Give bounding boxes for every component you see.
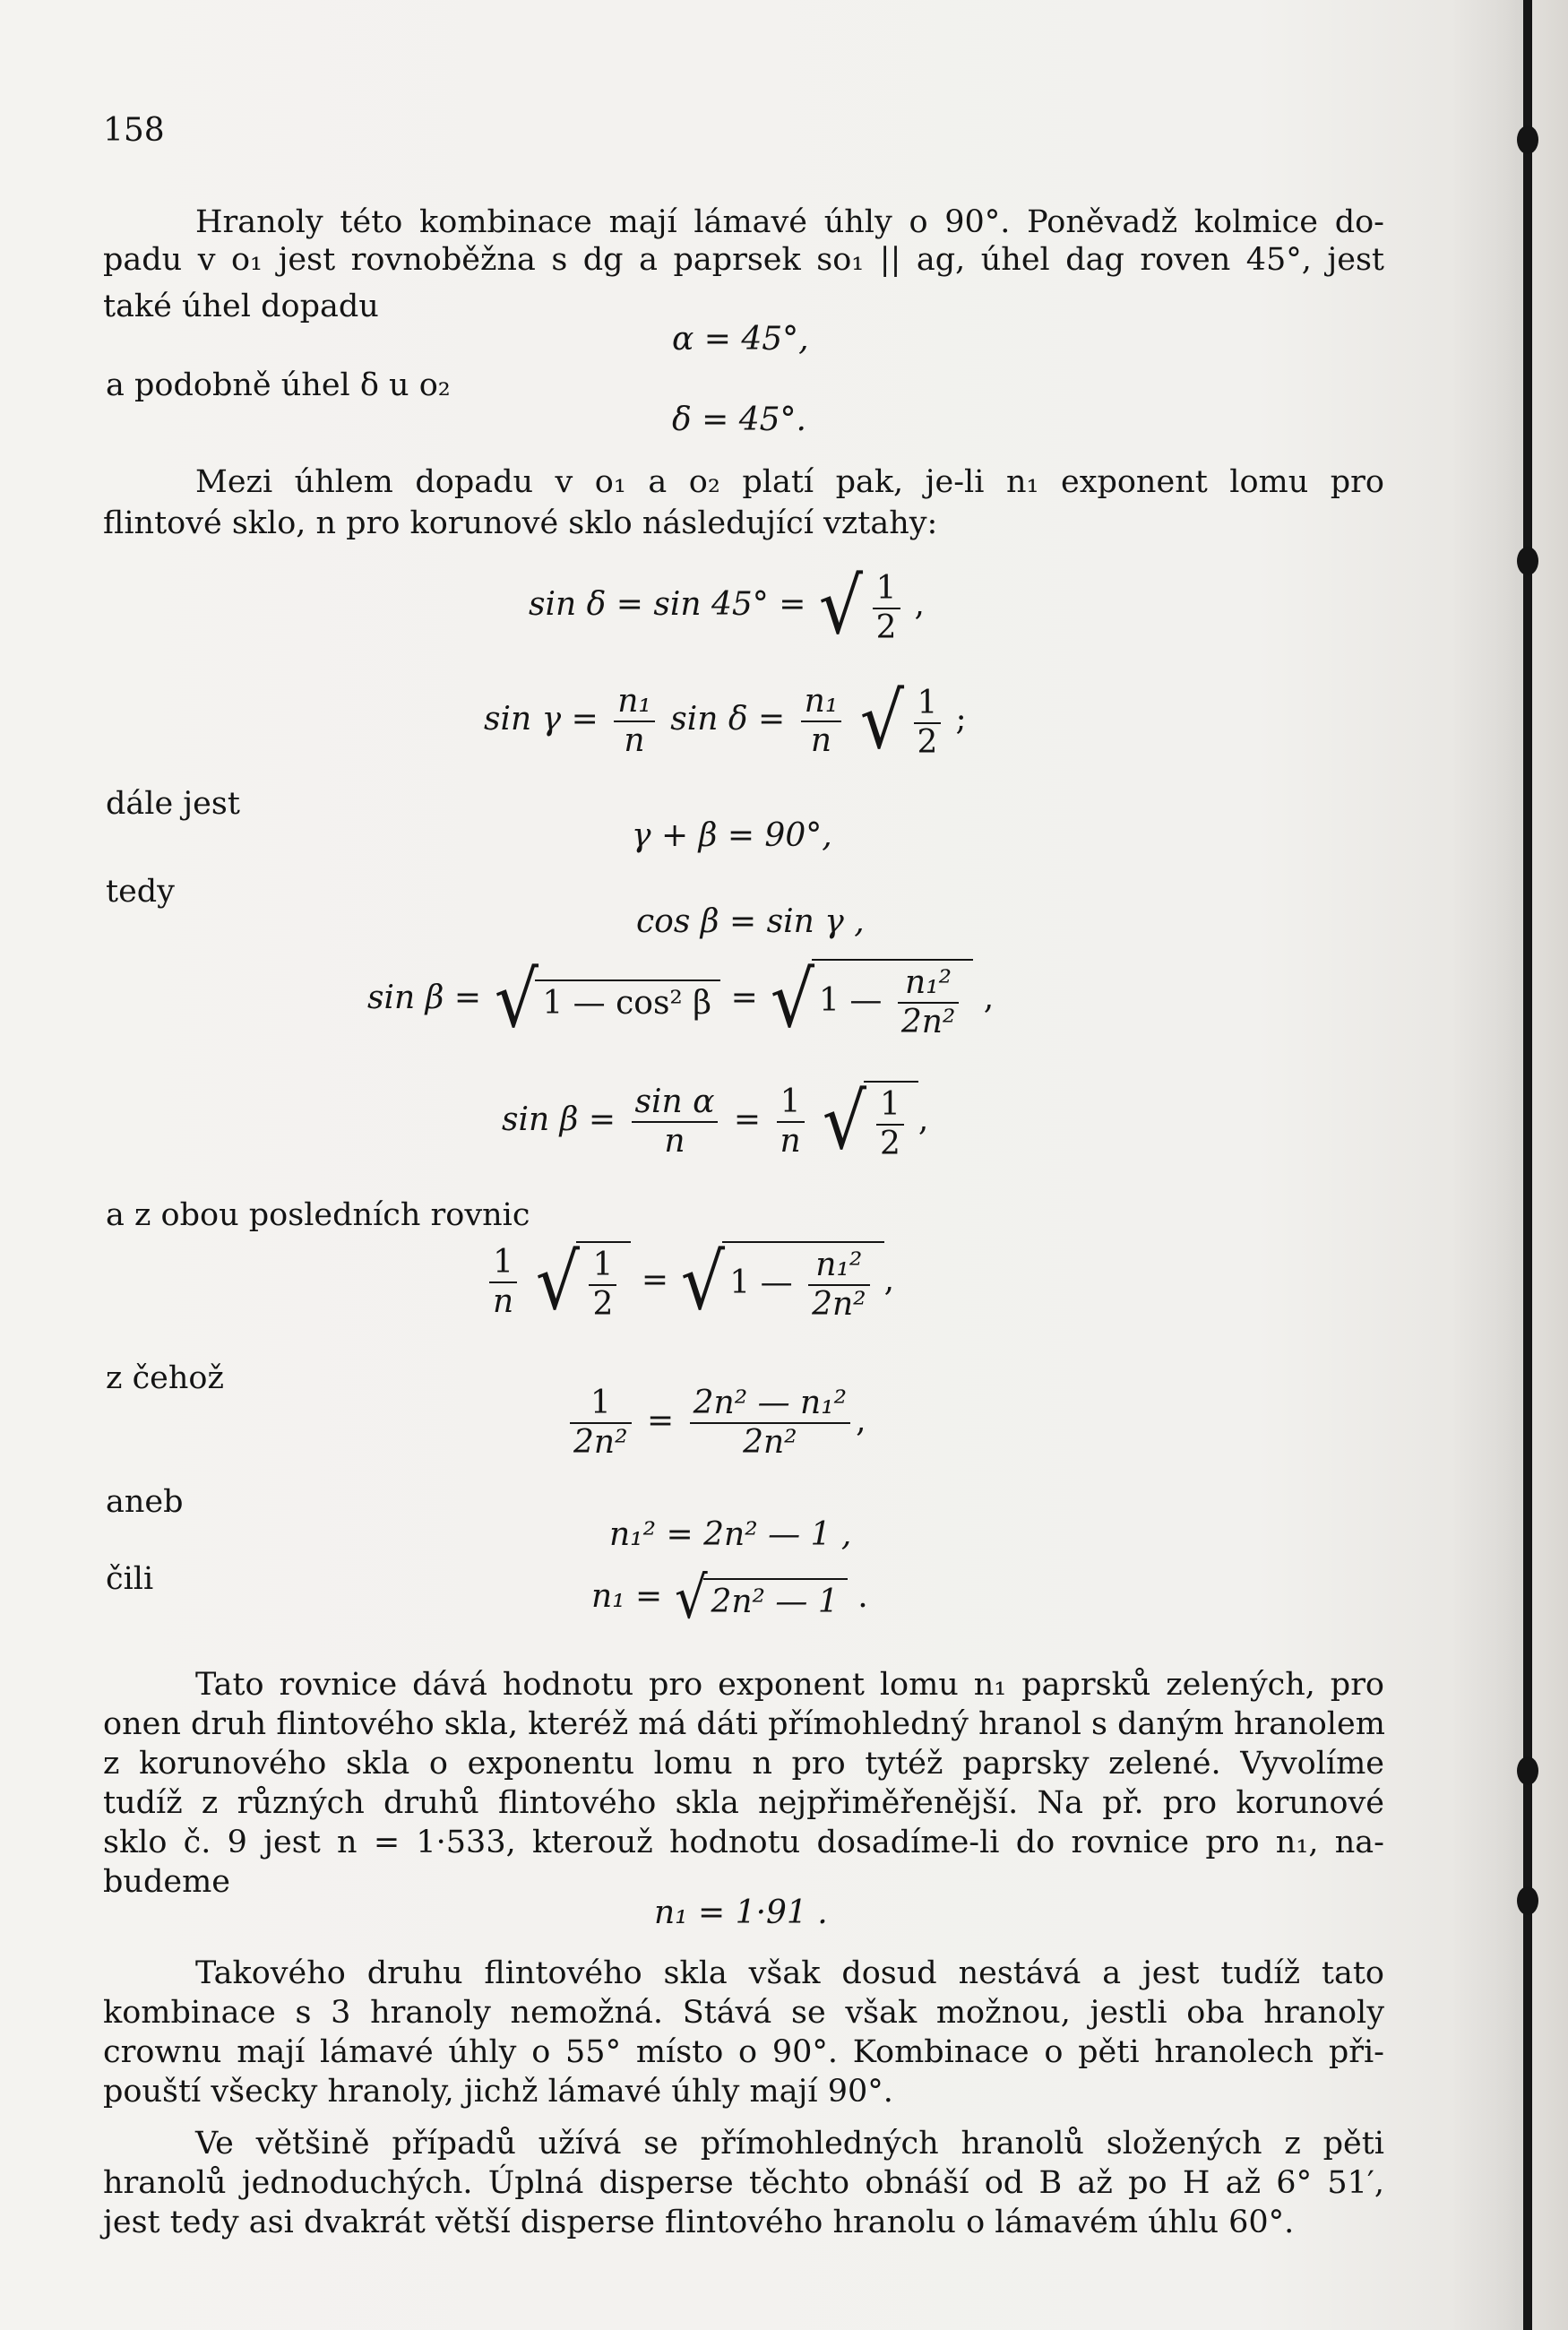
text-line: Takového druhu flintového skla však dosud nestává a jest tudíž tato: [195, 1955, 1384, 1991]
radical: √ 2n² — 1: [673, 1570, 848, 1627]
label-z-obou: a z obou posledních rovnic: [106, 1197, 530, 1233]
text-line: flintové sklo, n pro korunové sklo následující vztahy:: [103, 505, 938, 541]
label-z-cehoz: z čehož: [106, 1360, 224, 1396]
page-number: 158: [103, 112, 165, 149]
text-line: kombinace s 3 hranoly nemožná. Stává se však možnou, jestli oba hranoly: [103, 1995, 1384, 2031]
text-line: budeme: [103, 1864, 230, 1900]
radical: √ 1 — cos² β: [492, 962, 721, 1039]
gutter-shadow: [1452, 0, 1523, 2330]
book-page: 158 Hranoly této kombinace mají lámavé úhly o 90°. Poněvadž kolmice do- padu v o₁ jest rovnoběžna s dg a paprsek so₁ || ag, úhel dag roven 45°, jest také úhel dopadu α = 45°, a podobně úhel δ u o₂ δ = 45°. Mezi úhlem dopadu v o₁ a o₂ platí pak, je-li n₁ exponent lomu pro flintové sklo, n pro korunové sklo následující vztahy: sin δ = sin 45° = √ $\frac{1}{2}$ , sin γ = $\frac{\text{n₁}}{n}$ sin δ = $\frac{\text{n₁}}{n}$ √ $\frac{1}{2}$ ; dále jest γ + β = 90°, tedy cos β = sin γ , sin β = √ 1 — cos² β = √ 1 — $\frac{\text{n₁²}}{\text{2n²}}$ , sin β = $\frac{\text{sin α}}{n}$ = $\frac{1}{n}$ √ $\frac{1}{2}$ , a z obou posledních rovnic $\frac{1}{n}$ √ $\frac{1}{2}$ = √ 1 — $\frac{\text{n₁²}}{\text{2n²}}$ , z čehož $\frac{1}{\text{2n²}}$ = $\frac{\text{2n² — n₁²}}{\text{2n²}}$ , aneb n₁² = 2n² — 1 , čili n₁ = √ 2n² — 1 . Tato rovnice dává hodnotu pro exponent lomu n₁ paprsků zelených, pro onen druh flintového skla, kteréž má dáti přímohledný hranol s daným hranolem z korunového skla o exponentu lomu n pro tytéž paprsky zelené. Vyvolíme tudíž z různých druhů flintového skla nejpřiměřenější. Na př. pro korunové sklo č. 9 jest n = 1·533, kterouž hodnotu dosadíme-li do rovnice pro n₁, na- budeme n₁ = 1·91 . Takového druhu flintového skla však dosud nestává a jest tudíž tato kombinace s 3 hranoly nemožná. Stává se však možnou, jestli oba hranoly crownu mají lámavé úhly o 55° místo o 90°. Kombinace o pěti hranolech při- pouští všecky hranoly, jichž lámavé úhly mají 90°. Ve většině případů užívá se přímohledných hranolů složených z pěti hranolů jednoduchých. Úplná disperse těchto obnáší od B až po H až 6° 51′, jest tedy asi dvakrát větší disperse flintového hranolu o lámavém úhlu 60°.: [0, 0, 1568, 2330]
radical: √ $\frac{1}{2}$: [857, 681, 956, 762]
text-line: Hranoly této kombinace mají lámavé úhly o 90°. Poněvadž kolmice do-: [195, 204, 1384, 240]
label-aneb: aneb: [106, 1484, 184, 1520]
label-tedy: tedy: [106, 874, 175, 910]
radical: √ $\frac{1}{2}$: [533, 1241, 632, 1324]
label-podobne: a podobně úhel δ u o₂: [106, 367, 451, 403]
text-line: hranolů jednoduchých. Úplná disperse těchto obnáší od B až po H až 6° 51′,: [103, 2165, 1384, 2201]
binding-notch: [1517, 547, 1538, 575]
text-line: crownu mají lámavé úhly o 55° místo o 90°. Kombinace o pěti hranolech při-: [103, 2034, 1384, 2070]
label-dale-jest: dále jest: [106, 786, 240, 822]
radical: √ $\frac{1}{2}$: [820, 1081, 918, 1163]
radical: √ $\frac{1}{2}$: [816, 566, 915, 647]
binding-notch: [1517, 1756, 1538, 1785]
text-line: onen druh flintového skla, kteréž má dáti přímohledný hranol s daným hranolem: [103, 1706, 1385, 1742]
text-line: sklo č. 9 jest n = 1·533, kterouž hodnotu dosadíme-li do rovnice pro n₁, na-: [103, 1825, 1384, 1860]
text-line: pouští všecky hranoly, jichž lámavé úhly mají 90°.: [103, 2074, 893, 2110]
text-line: Tato rovnice dává hodnotu pro exponent lomu n₁ paprsků zelených, pro: [195, 1667, 1384, 1703]
radical: √ 1 — $\frac{\text{n₁²}}{\text{2n²}}$: [768, 959, 973, 1041]
text-line: také úhel dopadu: [103, 289, 379, 324]
binding-notch: [1517, 125, 1538, 154]
binding-edge: [1523, 0, 1532, 2330]
binding-notch: [1517, 1886, 1538, 1915]
text-line: z korunového skla o exponentu lomu n pro tytéž paprsky zelené. Vyvolíme: [103, 1746, 1384, 1782]
text-line: tudíž z různých druhů flintového skla nejpřiměřenější. Na př. pro korunové: [103, 1785, 1384, 1821]
label-cili: čili: [106, 1561, 154, 1597]
text-line: jest tedy asi dvakrát větší disperse flintového hranolu o lámavém úhlu 60°.: [103, 2205, 1295, 2240]
text-line: Mezi úhlem dopadu v o₁ a o₂ platí pak, je-li n₁ exponent lomu pro: [195, 464, 1384, 500]
text-line: padu v o₁ jest rovnoběžna s dg a paprsek so₁ || ag, úhel dag roven 45°, jest: [103, 242, 1384, 278]
radical: √ 1 — $\frac{\text{n₁²}}{\text{2n²}}$: [678, 1241, 883, 1324]
text-line: Ve většině případů užívá se přímohledných hranolů složených z pěti: [195, 2126, 1384, 2162]
